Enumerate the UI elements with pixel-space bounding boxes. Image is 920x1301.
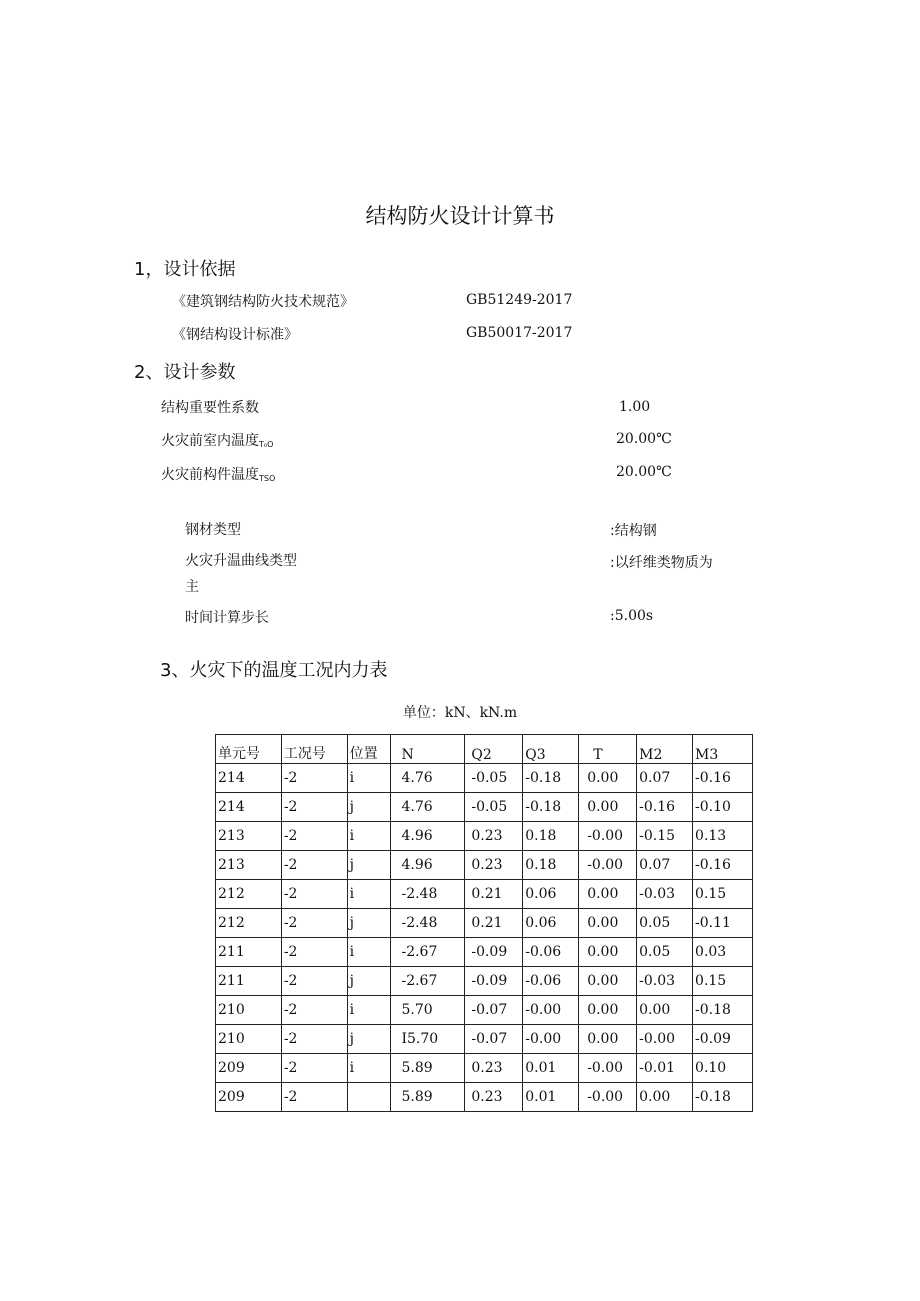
table-cell: 5.70 — [391, 996, 465, 1025]
table-cell: -2.48 — [391, 880, 465, 909]
table-cell: j — [347, 967, 391, 996]
section3-heading: 3、火灾下的温度工况内力表 — [160, 660, 388, 681]
param-label-importance: 结构重要性系数 — [161, 400, 259, 416]
header-cell: N — [391, 735, 465, 764]
table-cell: -0.00 — [523, 1025, 579, 1054]
table-row — [216, 822, 753, 851]
table-cell: 0.23 — [465, 1083, 523, 1112]
page-title: 结构防火设计计算书 — [365, 204, 555, 228]
table-cell: 212 — [216, 909, 282, 938]
table-cell: 0.00 — [579, 764, 637, 793]
table-cell: -0.00 — [579, 1054, 637, 1083]
table-cell: -0.10 — [693, 793, 753, 822]
table-cell: -2 — [281, 1054, 347, 1083]
table-cell: 212 — [216, 880, 282, 909]
table-cell: 4.96 — [391, 822, 465, 851]
table-cell: 4.96 — [391, 851, 465, 880]
table-cell: 0.15 — [693, 967, 753, 996]
table-row — [216, 880, 753, 909]
table-cell: -0.00 — [637, 1025, 693, 1054]
table-cell: 0.18 — [523, 822, 579, 851]
table-cell: 0.23 — [465, 1054, 523, 1083]
table-cell: -2 — [281, 764, 347, 793]
table-cell: -2.67 — [391, 967, 465, 996]
table-cell: j — [347, 909, 391, 938]
table-cell: -2 — [281, 967, 347, 996]
table-cell: 211 — [216, 938, 282, 967]
table-cell: I5.70 — [391, 1025, 465, 1054]
time-step-label: 时间计算步长 — [185, 610, 269, 626]
table-cell: -0.09 — [465, 967, 523, 996]
curve-type-label: 火灾升温曲线类型 — [185, 553, 297, 569]
table-cell: j — [347, 793, 391, 822]
table-cell: 0.23 — [465, 822, 523, 851]
table-cell: 0.21 — [465, 880, 523, 909]
table-row — [216, 1054, 753, 1083]
param-label-room-temp: 火灾前室内温度 — [161, 433, 259, 449]
param-member-temp — [161, 464, 275, 484]
curve-type-value: :以纤维类物质为 — [610, 555, 713, 571]
steel-type-value: :结构钢 — [610, 523, 657, 539]
section2-heading: 2、设计参数 — [134, 362, 236, 383]
param-label-member-temp: 火灾前构件温度 — [161, 467, 259, 483]
time-step-value: :5.00s — [610, 608, 654, 624]
section1-heading: 1，设计依据 — [134, 259, 236, 280]
table-cell: 0.06 — [523, 909, 579, 938]
table-cell: 4.76 — [391, 793, 465, 822]
table-cell: 0.21 — [465, 909, 523, 938]
header-cell: M2 — [637, 735, 693, 764]
table-cell: -0.18 — [693, 1083, 753, 1112]
table-cell: 0.00 — [579, 1025, 637, 1054]
table-cell: i — [347, 764, 391, 793]
table-row — [216, 967, 753, 996]
header-cell: M3 — [693, 735, 753, 764]
param-sub-member-temp: TSO — [259, 474, 276, 483]
table-cell: 0.00 — [637, 1083, 693, 1112]
table-cell: 0.15 — [693, 880, 753, 909]
table-cell: -2 — [281, 996, 347, 1025]
param-room-temp — [161, 430, 273, 450]
table-row — [216, 996, 753, 1025]
table-cell: 209 — [216, 1054, 282, 1083]
table-cell: -0.15 — [637, 822, 693, 851]
table-row — [216, 851, 753, 880]
table-cell: 0.13 — [693, 822, 753, 851]
table-cell: -0.03 — [637, 880, 693, 909]
table-cell: -0.03 — [637, 967, 693, 996]
table-cell: 0.00 — [579, 909, 637, 938]
table-cell: -0.00 — [579, 822, 637, 851]
param-sub-room-temp: T₀O — [259, 440, 274, 449]
internal-force-table — [215, 734, 753, 1112]
header-cell: 位置 — [347, 735, 391, 764]
table-header-row — [216, 735, 753, 764]
table-cell: 0.06 — [523, 880, 579, 909]
table-cell: -0.05 — [465, 793, 523, 822]
table-cell: -0.07 — [465, 996, 523, 1025]
table-cell: 0.05 — [637, 938, 693, 967]
table-row — [216, 909, 753, 938]
table-cell: -0.11 — [693, 909, 753, 938]
table-cell: -0.01 — [637, 1054, 693, 1083]
table-row — [216, 1025, 753, 1054]
table-cell: 0.01 — [523, 1054, 579, 1083]
table-cell: 0.18 — [523, 851, 579, 880]
table-cell: 5.89 — [391, 1083, 465, 1112]
header-cell: 工况号 — [281, 735, 347, 764]
table-cell: 0.05 — [637, 909, 693, 938]
table-cell: -0.16 — [693, 851, 753, 880]
table-cell: -0.09 — [465, 938, 523, 967]
steel-type-label: 钢材类型 — [185, 522, 241, 538]
ref-code-2: GB50017-2017 — [466, 325, 573, 341]
table-cell: i — [347, 938, 391, 967]
table-cell: -2 — [281, 793, 347, 822]
header-cell: Q3 — [523, 735, 579, 764]
table-cell — [347, 1083, 391, 1112]
table-cell: j — [347, 1025, 391, 1054]
table-cell: -0.18 — [523, 764, 579, 793]
table-cell: -2 — [281, 1025, 347, 1054]
table-cell: 4.76 — [391, 764, 465, 793]
param-value-room-temp: 20.00℃ — [616, 431, 672, 447]
table-cell: -2 — [281, 909, 347, 938]
table-cell: 0.00 — [579, 967, 637, 996]
table-cell: 0.00 — [637, 996, 693, 1025]
table-cell: -0.16 — [637, 793, 693, 822]
table-cell: 213 — [216, 851, 282, 880]
table-row — [216, 938, 753, 967]
table-cell: 0.01 — [523, 1083, 579, 1112]
table-cell: 214 — [216, 764, 282, 793]
table-cell: -0.00 — [523, 996, 579, 1025]
table-cell: -2 — [281, 822, 347, 851]
table-cell: 210 — [216, 1025, 282, 1054]
table-row — [216, 1083, 753, 1112]
table-cell: 0.00 — [579, 996, 637, 1025]
table-cell: -2 — [281, 851, 347, 880]
table-cell: -2.67 — [391, 938, 465, 967]
header-cell: Q2 — [465, 735, 523, 764]
table-cell: -0.00 — [579, 1083, 637, 1112]
ref-code-1: GB51249-2017 — [466, 292, 573, 308]
table-cell: 0.00 — [579, 880, 637, 909]
table-cell: -0.06 — [523, 967, 579, 996]
table-cell: -0.00 — [579, 851, 637, 880]
param-value-importance: 1.00 — [619, 399, 651, 415]
table-cell: 0.07 — [637, 851, 693, 880]
table-cell: 210 — [216, 996, 282, 1025]
table-cell: -0.18 — [693, 996, 753, 1025]
table-cell: -0.18 — [523, 793, 579, 822]
table-cell: -0.06 — [523, 938, 579, 967]
table-cell: 5.89 — [391, 1054, 465, 1083]
table-cell: -2 — [281, 1083, 347, 1112]
table-cell: 209 — [216, 1083, 282, 1112]
table-cell: -2 — [281, 938, 347, 967]
table-row — [216, 793, 753, 822]
table-row — [216, 764, 753, 793]
ref-name-2: 《钢结构设计标准》 — [172, 327, 298, 343]
table-cell: i — [347, 1054, 391, 1083]
curve-type-value-wrap: 主 — [185, 579, 199, 595]
table-cell: i — [347, 822, 391, 851]
header-cell: 单元号 — [216, 735, 282, 764]
table-cell: 0.23 — [465, 851, 523, 880]
table-cell: -2 — [281, 880, 347, 909]
ref-name-1: 《建筑钢结构防火技术规范》 — [172, 294, 354, 310]
param-value-member-temp: 20.00℃ — [616, 464, 672, 480]
table-cell: -0.16 — [693, 764, 753, 793]
table-cell: 211 — [216, 967, 282, 996]
unit-label: 单位：kN、kN.m — [402, 705, 518, 721]
table-cell: j — [347, 851, 391, 880]
table-cell: 214 — [216, 793, 282, 822]
table-cell: -0.09 — [693, 1025, 753, 1054]
table-cell: i — [347, 996, 391, 1025]
table-cell: 0.07 — [637, 764, 693, 793]
table-cell: -0.07 — [465, 1025, 523, 1054]
table-cell: -0.05 — [465, 764, 523, 793]
table-cell: 0.00 — [579, 938, 637, 967]
table-cell: 0.10 — [693, 1054, 753, 1083]
table-cell: i — [347, 880, 391, 909]
table-cell: 0.00 — [579, 793, 637, 822]
table-cell: 213 — [216, 822, 282, 851]
header-cell: T — [579, 735, 637, 764]
table-cell: -2.48 — [391, 909, 465, 938]
table-cell: 0.03 — [693, 938, 753, 967]
